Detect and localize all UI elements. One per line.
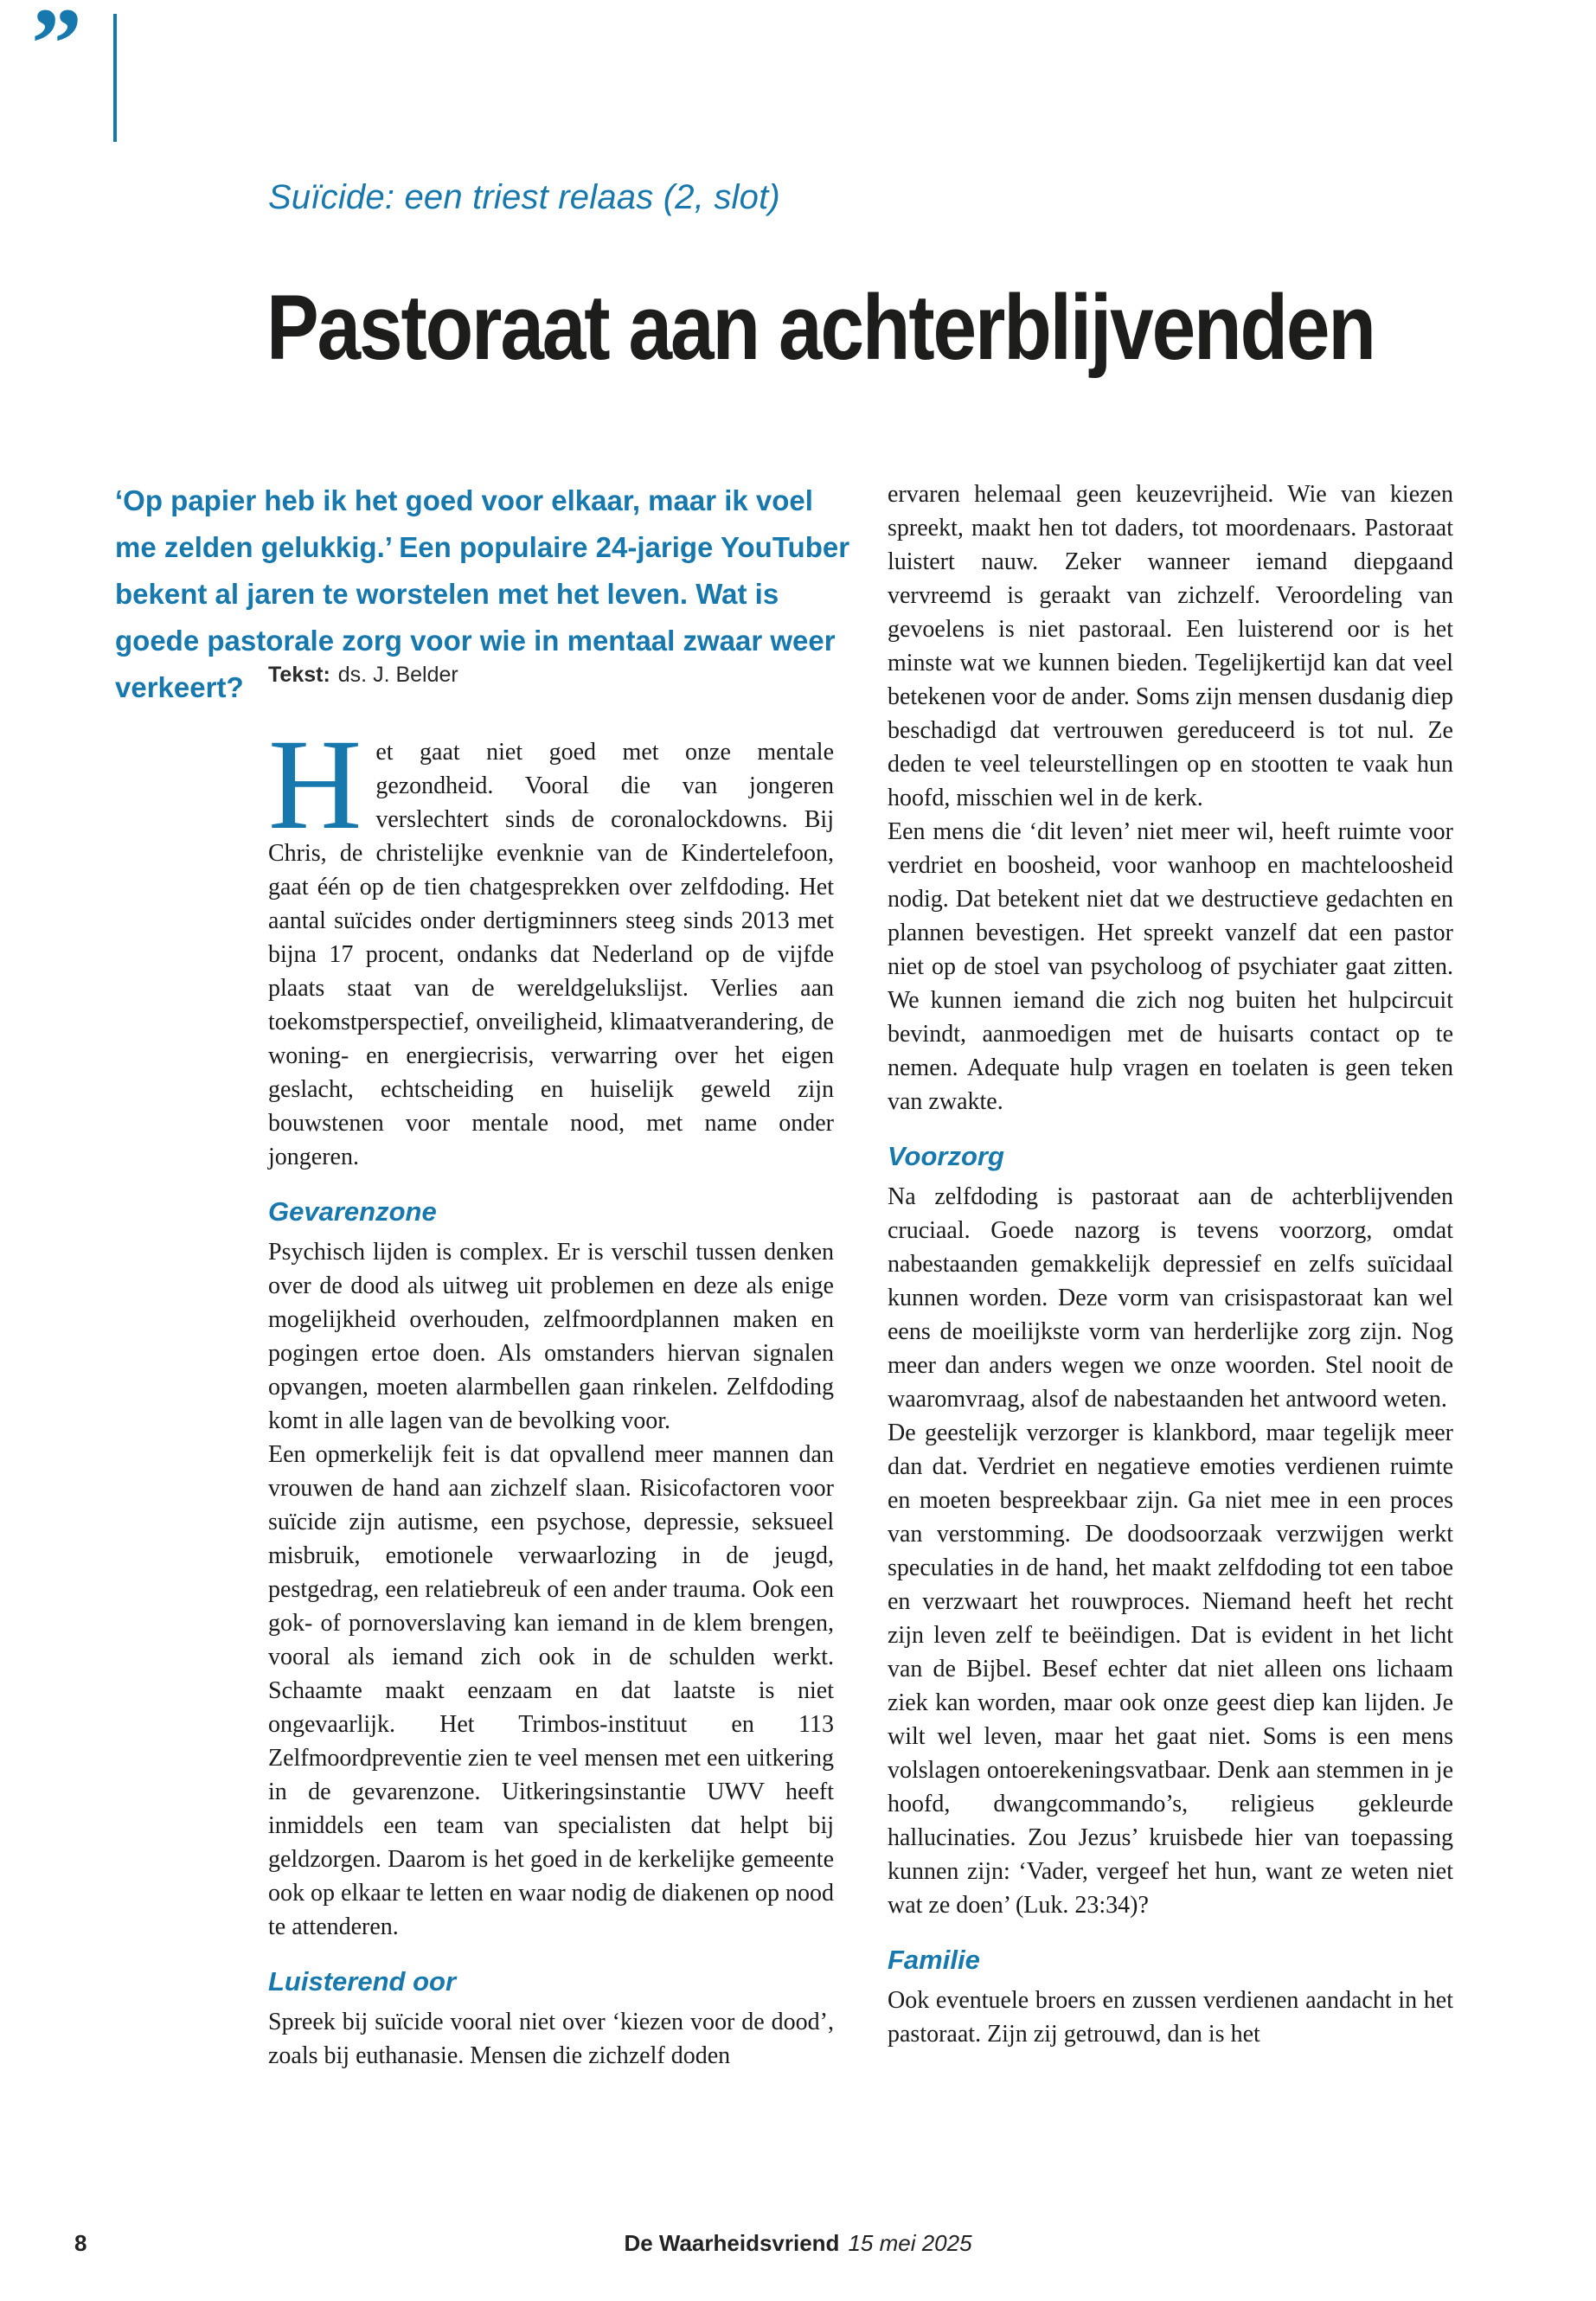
byline-label: Tekst:: [268, 663, 330, 687]
opening-paragraph: [268, 713, 834, 1174]
left-column: [268, 713, 834, 2073]
article-paragraph: Psychisch lijden is complex. Er is verschil tussen denken over de dood als uitweg uit problemen en deze als enige mogelijkheid overhouden, zelfmoordplannen maken en pogingen ertoe doen. Als omstanders hiervan signalen opvangen, moeten alarmbellen gaan rinkelen. Zelfdoding komt in alle lagen van de bevolking voor.: [268, 1239, 834, 1434]
drop-cap: H: [268, 713, 362, 856]
quote-mark-icon: ”: [31, 0, 82, 100]
kicker: Suïcide: een triest relaas (2, slot): [268, 178, 780, 216]
article-paragraph: Een mens die ‘dit leven’ niet meer wil, heeft ruimte voor verdriet en boosheid, voor wanhoop en machteloosheid nodig. Dat betekent niet dat we destructieve gedachten en plannen bevestigen. Het spreekt vanzelf dat een pastor niet op de stoel van psycholoog of psychiater gaat zitten. We kunnen iemand die zich nog buiten het hulpcircuit bevindt, aanmoedigen met de huisarts contact op te nemen. Adequate hulp vragen en toelaten is geen teken van zwakte.: [888, 818, 1453, 1115]
page-title: [266, 273, 1460, 381]
issue-date: 15 mei 2025: [848, 2230, 972, 2256]
footer: [0, 2230, 1596, 2257]
byline: [268, 663, 458, 688]
right-column: [888, 478, 1453, 2051]
byline-name: ds. J. Belder: [337, 663, 458, 687]
article-paragraph: Spreek bij suïcide vooral niet over ‘kiezen voor de dood’, zoals bij euthanasie. Mensen die zichzelf doden: [268, 2009, 834, 2069]
article-paragraph: De geestelijk verzorger is klankbord, maar tegelijk meer dan dat. Verdriet en negatieve emoties verdienen ruimte en moeten bespreekbaar zijn. Ga niet mee in een proces van verstomming. De doodsoorzaak verzwijgen werkt speculaties in de hand, het maakt zelfdoding tot een taboe en verzwaart het rouwproces. Niemand heeft het recht zijn leven zelf te beëindigen. Dat is evident in het licht van de Bijbel. Besef echter dat niet alleen ons lichaam ziek kan worden, maar ook onze geest diep kan lijden. Je wilt wel leven, maar het gaat niet. Soms is een mens volslagen ontoerekeningsvatbaar. Denk aan stemmen in je hoofd, dwangcommando’s, religieus gekleurde hallucinaties. Zou Jezus’ kruisbede hier van toepassing kunnen zijn: ‘Vader, vergeef het hun, want ze weten niet wat ze doen’ (Luk. 23:34)?: [888, 1420, 1453, 1919]
opening-text: et gaat niet goed met onze mentale gezondheid. Vooral die van jongeren verslechtert sinds de coronalockdowns. Bij Chris, de christelijke evenknie van de Kindertelefoon, gaat één op de tien chatgesprekken over zelfdoding. Het aantal suïcides onder dertigminners steeg sinds 2013 met bijna 17 procent, ondanks dat Nederland op de vijfde plaats staat van de wereldgelukslijst. Verlies aan toekomstperspectief, onveiligheid, klimaatverandering, de woning- en energiecrisis, verwarring over het eigen geslacht, echtscheiding en huiselijk geweld zijn bouwstenen voor mentale nood, met name onder jongeren.: [268, 739, 834, 1170]
article-paragraph: Na zelfdoding is pastoraat aan de achterblijvenden cruciaal. Goede nazorg is tevens voorzorg, omdat nabestaanden gemakkelijk depressief en zelfs suïcidaal kunnen worden. Deze vorm van crisispastoraat kan wel eens de moeilijkste vorm van herderlijke zorg zijn. Nog meer dan anders wegen we onze woorden. Stel nooit de waaromvraag, alsof de nabestaanden het antwoord weten.: [888, 1183, 1453, 1413]
page-title-text: Pastoraat aan achterblijvenden: [266, 275, 1375, 379]
magazine-name: De Waarheidsvriend: [624, 2230, 840, 2256]
article-paragraph: Een opmerkelijk feit is dat opvallend meer mannen dan vrouwen de hand aan zichzelf slaan. Risicofactoren voor suïcide zijn autisme, een psychose, depressie, seksueel misbruik, emotionele verwaarlozing in de jeugd, pestgedrag, een relatiebreuk of een ander trauma. Ook een gok- of pornoverslaving kan iemand in de klem brengen, vooral als iemand zich ook in de schulden werkt. Schaamte maakt eenzaam en dat laatste is niet ongevaarlijk. Het Trimbos-instituut en 113 Zelfmoordpreventie zien te veel mensen met een uitkering in de gevarenzone. Uitkeringsinstantie UWV heeft inmiddels een team van specialisten dat helpt bij geldzorgen. Daarom is het goed in de kerkelijke gemeente ook op elkaar te letten en waar nodig de diakenen op nood te attenderen.: [268, 1441, 834, 1940]
intro-paragraph: ‘Op papier heb ik het goed voor elkaar, maar ik voel me zelden gelukkig.’ Een populaire 24-jarige YouTuber bekent al jaren te worstelen met het leven. Wat is goede pastorale zorg voor wie in mentaal zwaar weer verkeert?: [115, 484, 850, 703]
article-paragraph: ervaren helemaal geen keuzevrijheid. Wie van kiezen spreekt, maakt hen tot daders, tot moordenaars. Pastoraat luistert nauw. Zeker wanneer iemand diepgaand vervreemd is geraakt van zichzelf. Veroordeling van gevoelens is niet pastoraal. Een luisterend oor is het minste wat we kunnen bieden. Tegelijkertijd kan dat veel betekenen voor de ander. Soms zijn mensen dusdanig diep beschadigd dat vertrouwen gereduceerd is tot nul. Ze deden te veel teleurstellingen op en stootten te vaak hun hoofd, misschien wel in de kerk.: [888, 481, 1453, 811]
section-heading-luisterend-oor: Luisterend oor: [268, 1966, 457, 1997]
page-number: 8: [74, 2230, 87, 2256]
section-heading-voorzorg: Voorzorg: [888, 1141, 1004, 1171]
article-paragraph: Ook eventuele broers en zussen verdienen aandacht in het pastoraat. Zijn zij getrouwd, dan is het: [888, 1987, 1453, 2048]
section-heading-familie: Familie: [888, 1945, 980, 1975]
section-heading-gevarenzone: Gevarenzone: [268, 1196, 437, 1227]
accent-rule: [113, 14, 117, 142]
